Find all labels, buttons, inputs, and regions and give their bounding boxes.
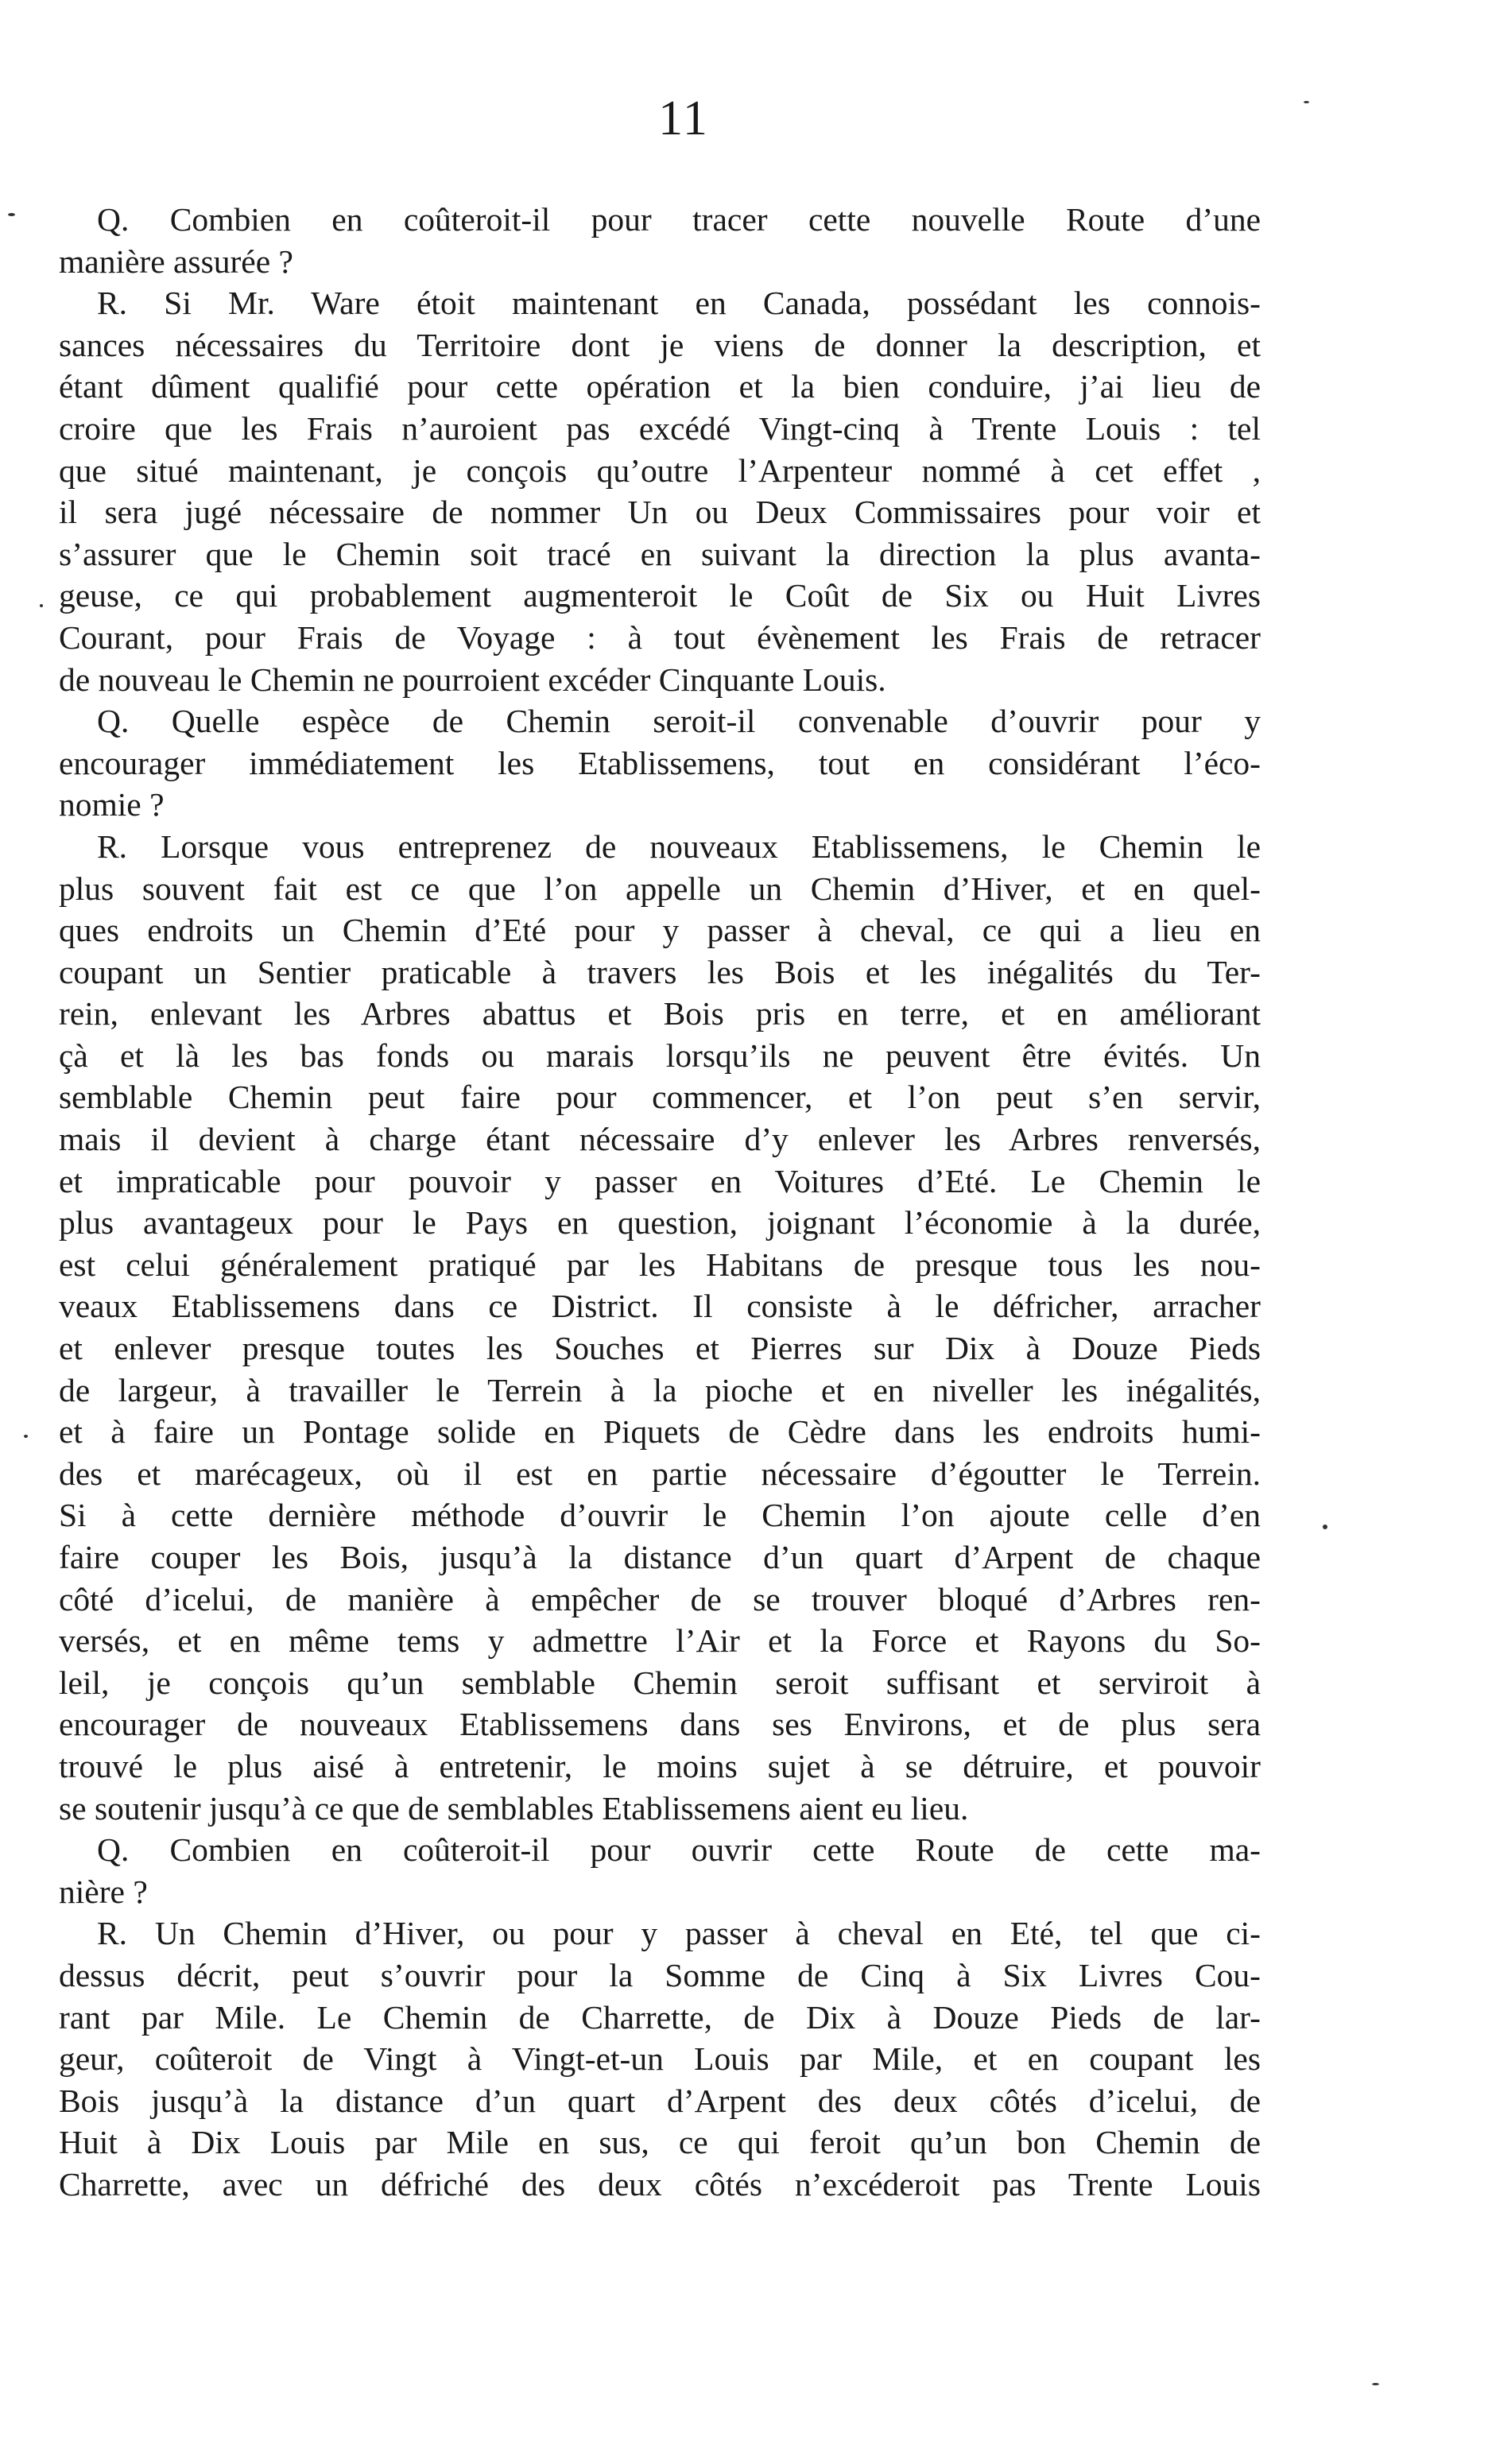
scan-speck xyxy=(8,213,15,216)
text-line: R. Un Chemin d’Hiver, ou pour y passer à cheval en Eté, tel que ci- xyxy=(97,1915,1261,1952)
text-line: croire que les Frais n’auroient pas excédé Vingt-cinq à Trente Louis : tel xyxy=(59,409,1261,447)
text-line: geur, coûteroit de Vingt à Vingt-et-un Louis par Mile, et en coupant les xyxy=(59,2040,1261,2078)
text-line: mais il devient à charge étant nécessaire d’y enlever les Arbres renversés, xyxy=(59,1121,1261,1158)
text-line: Q. Combien en coûteroit-il pour tracer cette nouvelle Route d’une xyxy=(97,201,1261,238)
text-line: de largeur, à travailler le Terrein à la pioche et en niveller les inégalités, xyxy=(59,1371,1261,1408)
text-line: et à faire un Pontage solide en Piquets de Cèdre dans les endroits humi- xyxy=(59,1413,1261,1451)
text-line: que situé maintenant, je conçois qu’outre l’Arpenteur nommé à cet effet , xyxy=(59,451,1261,489)
text-line: Bois jusqu’à la distance d’un quart d’Arpent des deux côtés d’icelui, de xyxy=(59,2082,1261,2119)
text-line: est celui généralement pratiqué par les Habitans de presque tous les nou- xyxy=(59,1246,1261,1283)
text-line: veaux Etablissemens dans ce District. Il consiste à le défricher, arracher xyxy=(59,1288,1261,1325)
text-line: dessus décrit, peut s’ouvrir pour la Somme de Cinq à Six Livres Cou- xyxy=(59,1956,1261,1993)
text-line: se soutenir jusqu’à ce que de semblables Etablissemens aient eu lieu. xyxy=(59,1789,969,1827)
scan-speck xyxy=(24,1435,28,1438)
page-number: 11 xyxy=(658,91,709,145)
text-line: sances nécessaires du Territoire dont je viens de donner la description, et xyxy=(59,326,1261,363)
text-line: rein, enlevant les Arbres abattus et Bois pris en terre, et en améliorant xyxy=(59,995,1261,1032)
text-line: R. Lorsque vous entreprenez de nouveaux Etablissemens, le Chemin le xyxy=(97,827,1261,865)
text-line: Huit à Dix Louis par Mile en sus, ce qui feroit qu’un bon Chemin de xyxy=(59,2124,1261,2161)
text-line: manière assurée ? xyxy=(59,242,293,280)
text-line: R. Si Mr. Ware étoit maintenant en Canada, possédant les connois- xyxy=(97,285,1261,322)
text-line: Charrette, avec un défriché des deux côtés n’excéderoit pas Trente Louis xyxy=(59,2165,1261,2202)
text-line: plus avantageux pour le Pays en question, joignant l’économie à la durée, xyxy=(59,1204,1261,1242)
text-line: Q. Quelle espèce de Chemin seroit-il convenable d’ouvrir pour y xyxy=(97,703,1261,740)
scan-speck xyxy=(1304,101,1309,103)
text-line: côté d’icelui, de manière à empêcher de se trouver bloqué d’Arbres ren- xyxy=(59,1580,1261,1617)
text-line: et enlever presque toutes les Souches et Pierres sur Dix à Douze Pieds xyxy=(59,1330,1261,1367)
text-line: nière ? xyxy=(59,1873,148,1910)
text-line: versés, et en même tems y admettre l’Air et la Force et Rayons du So- xyxy=(59,1622,1261,1660)
text-line: encourager de nouveaux Etablissemens dans ses Environs, et de plus sera xyxy=(59,1706,1261,1743)
text-line: et impraticable pour pouvoir y passer en Voitures d’Eté. Le Chemin le xyxy=(59,1162,1261,1199)
text-line: semblable Chemin peut faire pour commencer, et l’on peut s’en servir, xyxy=(59,1079,1261,1116)
text-line: trouvé le plus aisé à entretenir, le moins sujet à se détruire, et pouvoir xyxy=(59,1747,1261,1784)
text-line: de nouveau le Chemin ne pourroient excéder Cinquante Louis. xyxy=(59,661,886,698)
scan-speck xyxy=(1323,1525,1327,1529)
text-line: coupant un Sentier praticable à travers les Bois et les inégalités du Ter- xyxy=(59,953,1261,990)
text-line: nomie ? xyxy=(59,786,165,823)
text-line: leil, je conçois qu’un semblable Chemin seroit suffisant et serviroit à xyxy=(59,1664,1261,1701)
text-line: il sera jugé nécessaire de nommer Un ou Deux Commissaires pour voir et xyxy=(59,494,1261,531)
scan-speck xyxy=(40,604,43,607)
text-line: rant par Mile. Le Chemin de Charrette, de Dix à Douze Pieds de lar- xyxy=(59,1998,1261,2036)
text-line: ques endroits un Chemin d’Eté pour y passer à cheval, ce qui a lieu en xyxy=(59,912,1261,949)
text-line: Courant, pour Frais de Voyage : à tout évènement les Frais de retracer xyxy=(59,618,1261,656)
text-line: Q. Combien en coûteroit-il pour ouvrir cette Route de cette ma- xyxy=(97,1831,1261,1869)
text-line: des et marécageux, où il est en partie nécessaire d’égoutter le Terrein. xyxy=(59,1455,1261,1492)
scan-speck xyxy=(1372,2383,1379,2385)
text-line: çà et là les bas fonds ou marais lorsqu’ils ne peuvent être évités. Un xyxy=(59,1036,1261,1074)
text-line: plus souvent fait est ce que l’on appelle un Chemin d’Hiver, et en quel- xyxy=(59,870,1261,907)
text-line: s’assurer que le Chemin soit tracé en suivant la direction la plus avanta- xyxy=(59,535,1261,572)
body-text xyxy=(59,199,1261,2206)
text-line: geuse, ce qui probablement augmenteroit le Coût de Six ou Huit Livres xyxy=(59,577,1261,614)
text-line: Si à cette dernière méthode d’ouvrir le Chemin l’on ajoute celle d’en xyxy=(59,1497,1261,1534)
text-line: faire couper les Bois, jusqu’à la distance d’un quart d’Arpent de chaque xyxy=(59,1539,1261,1575)
text-line: encourager immédiatement les Etablissemens, tout en considérant l’éco- xyxy=(59,744,1261,781)
text-line: étant dûment qualifié pour cette opération et la bien conduire, j’ai lieu de xyxy=(59,368,1261,405)
